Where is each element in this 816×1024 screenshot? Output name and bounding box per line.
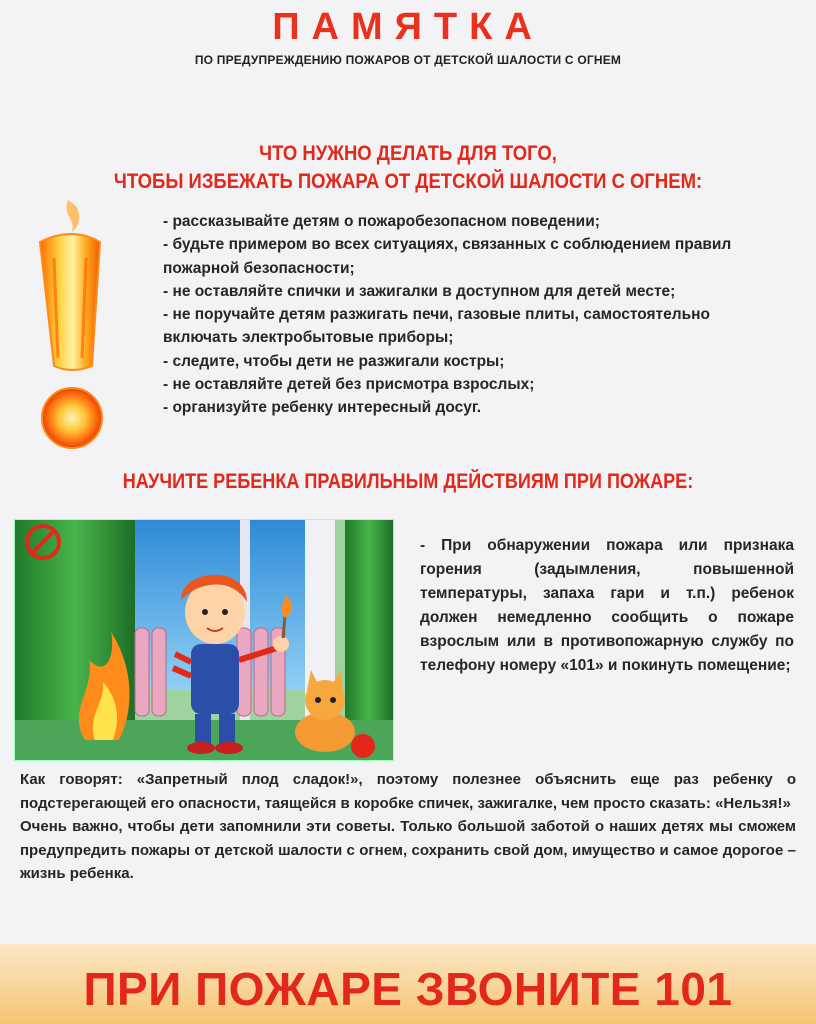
list-item: - не поручайте детям разжигать печи, газовые плиты, самостоятельно включать электробытовые приборы; <box>163 306 710 347</box>
list-item: - не оставляйте детей без присмотра взрослых; <box>163 376 535 394</box>
list-item: - будьте примером во всех ситуациях, связанных с соблюдением правил пожарной безопасности; <box>163 236 732 277</box>
list-item: - организуйте ребенку интересный досуг. <box>163 399 482 417</box>
child-with-fire-illustration <box>14 519 394 761</box>
list-item: - не оставляйте спички и зажигалки в доступном для детей месте; <box>163 282 676 300</box>
section-heading-prevention-line1: ЧТО НУЖНО ДЕЛАТЬ ДЛЯ ТОГО, <box>259 142 557 165</box>
closing-text <box>20 768 796 886</box>
prevention-tips-list <box>163 210 763 420</box>
emergency-call-text: ПРИ ПОЖАРЕ ЗВОНИТЕ 101 <box>83 963 733 1015</box>
page-title: ПАМЯТКА <box>272 6 544 48</box>
child-fire-instruction: - При обнаружении пожара или признака горения (задымления, повышенной температуры, запаха гари и т.п.) ребенок должен немедленно сообщить о пожаре взрослым или в противопожарную службу по телефону номеру «101» и покинуть помещение; <box>420 537 794 674</box>
fire-exclamation-icon <box>32 198 112 460</box>
section-heading-prevention-line2: ЧТОБЫ ИЗБЕЖАТЬ ПОЖАРА ОТ ДЕТСКОЙ ШАЛОСТИ С ОГНЕМ: <box>113 170 703 193</box>
page-subtitle: ПО ПРЕДУПРЕЖДЕНИЮ ПОЖАРОВ ОТ ДЕТСКОЙ ШАЛОСТИ С ОГНЕМ <box>194 53 622 67</box>
footer-banner <box>0 944 816 1024</box>
list-item: - следите, чтобы дети не разжигали костры; <box>163 352 505 370</box>
closing-paragraph-2: Очень важно, чтобы дети запомнили эти советы. Только большой заботой о наших детях мы сможем предупредить пожары от детской шалости с огнем, сохранить свой дом, имущество и самое дорогое – жизнь ребенка. <box>20 818 796 882</box>
list-item: - рассказывайте детям о пожаробезопасном поведении; <box>163 213 600 230</box>
closing-paragraph-1: Как говорят: «Запретный плод сладок!», поэтому полезнее объяснить еще раз ребенку о подстерегающей его опасности, таящейся в коробке спичек, зажигалке, чем просто сказать: «Нельзя!» <box>20 771 796 812</box>
section-heading-actions: НАУЧИТЕ РЕБЕНКА ПРАВИЛЬНЫМ ДЕЙСТВИЯМ ПРИ ПОЖАРЕ: <box>122 470 694 493</box>
